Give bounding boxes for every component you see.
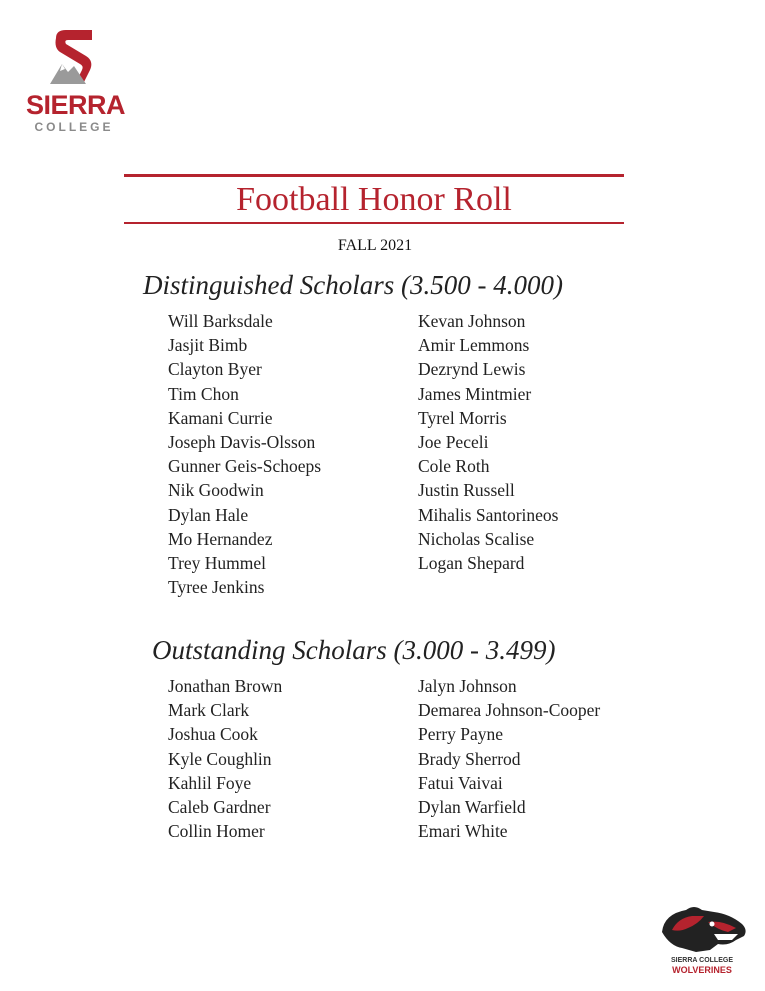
list-item: Collin Homer bbox=[168, 821, 265, 842]
section-heading-distinguished: Distinguished Scholars (3.500 - 4.000) bbox=[143, 270, 563, 300]
list-item: Justin Russell bbox=[418, 480, 515, 501]
title-rule-top bbox=[124, 174, 624, 177]
outstanding-list-col2 bbox=[418, 674, 600, 843]
list-item: Jasjit Bimb bbox=[168, 335, 248, 356]
list-item: Will Barksdale bbox=[168, 311, 273, 331]
list-item: Dylan Hale bbox=[168, 504, 249, 525]
list-item: Jonathan Brown bbox=[168, 676, 283, 696]
list-item: Mark Clark bbox=[168, 700, 250, 721]
wolverines-caption-line1: SIERRA COLLEGE bbox=[671, 957, 733, 964]
list-item: Kahlil Foye bbox=[168, 772, 252, 793]
list-item: Caleb Gardner bbox=[168, 797, 271, 818]
list-item: Kamani Currie bbox=[168, 407, 273, 428]
list-item: Mo Hernandez bbox=[168, 528, 273, 549]
title-rule-bottom bbox=[124, 222, 624, 224]
list-item: Kevan Johnson bbox=[418, 311, 526, 331]
distinguished-list-col2 bbox=[418, 309, 558, 575]
wolverine-head-icon bbox=[652, 902, 752, 957]
list-item: Tyree Jenkins bbox=[168, 577, 265, 598]
list-item: Perry Payne bbox=[418, 724, 504, 745]
list-item: Brady Sherrod bbox=[418, 748, 521, 769]
list-item: Nicholas Scalise bbox=[418, 528, 535, 549]
list-item: Tyrel Morris bbox=[418, 407, 507, 428]
list-item: Gunner Geis-Schoeps bbox=[168, 456, 322, 477]
logo-wordmark: SIERRA bbox=[26, 90, 126, 120]
sierra-s-mountain-icon bbox=[48, 30, 100, 86]
list-item: Cole Roth bbox=[418, 456, 490, 477]
list-item: Logan Shepard bbox=[418, 553, 525, 574]
section-heading-outstanding: Outstanding Scholars (3.000 - 3.499) bbox=[152, 635, 556, 665]
list-item: Demarea Johnson-Cooper bbox=[418, 700, 601, 721]
wolverines-logo bbox=[652, 902, 752, 982]
list-item: Mihalis Santorineos bbox=[418, 504, 559, 525]
list-item: Joseph Davis-Olsson bbox=[168, 432, 316, 453]
list-item: Clayton Byer bbox=[168, 359, 262, 380]
list-item: Tim Chon bbox=[168, 383, 239, 404]
list-item: James Mintmier bbox=[418, 383, 532, 404]
list-item: Dezrynd Lewis bbox=[418, 359, 526, 380]
list-item: Dylan Warfield bbox=[418, 797, 526, 818]
sierra-college-logo bbox=[26, 30, 126, 136]
page-title: Football Honor Roll bbox=[236, 181, 512, 218]
wolverines-caption-line2: WOLVERINES bbox=[672, 965, 732, 975]
logo-subtitle: COLLEGE bbox=[34, 120, 114, 134]
list-item: Nik Goodwin bbox=[168, 480, 264, 501]
list-item: Joshua Cook bbox=[168, 724, 258, 745]
outstanding-list-col1 bbox=[168, 674, 282, 843]
list-item: Fatui Vaivai bbox=[418, 772, 503, 793]
distinguished-list-col1 bbox=[168, 309, 321, 599]
list-item: Trey Hummel bbox=[168, 553, 267, 574]
list-item: Jalyn Johnson bbox=[418, 676, 517, 696]
list-item: Amir Lemmons bbox=[418, 335, 530, 356]
list-item: Kyle Coughlin bbox=[168, 748, 272, 769]
term-label: FALL 2021 bbox=[337, 237, 413, 254]
list-item: Joe Peceli bbox=[418, 432, 489, 453]
list-item: Emari White bbox=[418, 821, 508, 842]
